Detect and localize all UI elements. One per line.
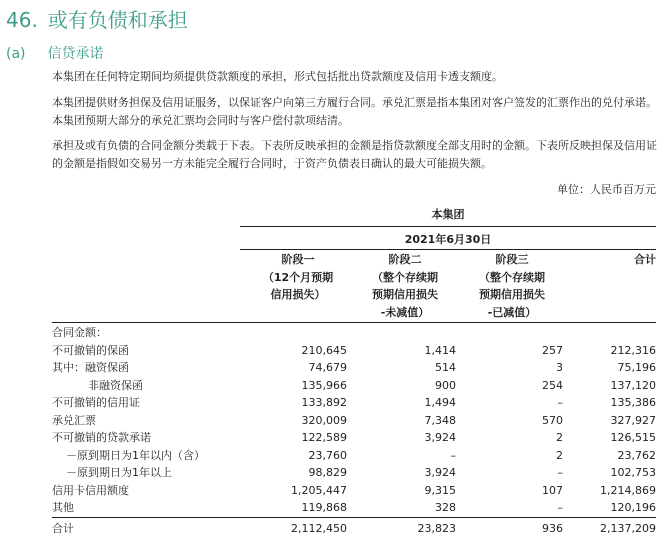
cell-stage2: 7,348 [424, 413, 456, 427]
cell-stage3: 2 [556, 448, 563, 462]
column-header-stage3: 阶段三 （整个存续期 预期信用损失 -已减值） [479, 253, 545, 319]
cell-total: 135,386 [610, 396, 656, 409]
row-label: 其他 [52, 501, 74, 514]
cell-stage3: – [557, 396, 563, 409]
cell-stage3: – [557, 466, 563, 479]
cell-stage2: 1,414 [424, 343, 456, 357]
subsection-title: 信贷承诺 [47, 46, 104, 62]
cell-stage3: 107 [542, 483, 563, 497]
cell-total: 137,120 [610, 378, 656, 392]
cell-total: 327,927 [610, 413, 656, 427]
header-divider [240, 226, 656, 227]
cell-total: 212,316 [610, 343, 656, 357]
row-label: －原到期日为1年以内（含） [66, 448, 205, 462]
cell-stage3: 570 [542, 413, 563, 427]
cell-stage1: 320,009 [301, 413, 347, 427]
row-label: －原到期日为1年以上 [66, 466, 172, 479]
cell-stage1: 119,868 [301, 501, 347, 514]
cell-stage3: 254 [542, 378, 563, 392]
table-row [52, 482, 656, 500]
cell-stage1: 74,679 [308, 361, 347, 374]
table-row [52, 429, 656, 447]
cell-total: 102,753 [610, 466, 656, 479]
total-all: 2,137,209 [565, 517, 656, 537]
cell-stage3: 2 [556, 431, 563, 444]
table-row [52, 412, 656, 430]
unit-label: 单位：人民币百万元 [557, 183, 656, 196]
paragraph-1: 本集团在任何特定期间均须提供贷款额度的承担，形式包括批出贷款额度及信用卡透支额度。 [52, 70, 503, 83]
cell-stage2: 3,924 [424, 466, 456, 479]
table-row [52, 324, 656, 342]
row-label: 合同金额： [52, 326, 107, 339]
cell-stage1: 98,829 [308, 466, 347, 479]
table-row [52, 342, 656, 360]
cell-stage2: 328 [435, 501, 456, 514]
total-row [52, 517, 656, 537]
cell-total: 1,214,869 [600, 483, 656, 497]
table-row [52, 499, 656, 517]
subsection-number: (a) [6, 46, 26, 62]
row-label: 非融资保函 [88, 378, 143, 392]
column-header-stage2: 阶段二 （整个存续期 预期信用损失 -未减值） [372, 253, 438, 319]
total-stage2: 23,823 [349, 517, 458, 537]
paragraph-2: 本集团提供财务担保及信用证服务，以保证客户向第三方履行合同。承兑汇票是指本集团对客户签发的汇票作出的兑付承诺。本集团预期大部分的承兑汇票均会同时与客户偿付款项结清。 [52, 96, 657, 127]
date-header: 2021年6月30日 [404, 233, 492, 246]
table-row [52, 464, 656, 482]
row-label: 承兑汇票 [52, 413, 96, 427]
row-label: 信用卡信用额度 [52, 483, 129, 497]
table-row [52, 377, 656, 395]
cell-stage2: – [450, 448, 456, 462]
cell-stage1: 133,892 [301, 396, 347, 409]
paragraph-3: 承担及或有负债的合同金额分类载于下表。下表所反映承担的金额是指贷款额度全部支用时的金额。下表所反映担保及信用证的金额是指假如交易另一方未能完全履行合同时，于资产负债表日确认的最大可能损失额。 [52, 139, 657, 170]
total-label: 合计 [52, 517, 240, 537]
cell-total: 75,196 [617, 361, 656, 374]
table-row [52, 394, 656, 412]
table-top-rule [52, 322, 656, 323]
cell-stage2: 900 [435, 378, 456, 392]
cell-total: 126,515 [610, 431, 656, 444]
cell-stage3: 3 [556, 361, 563, 374]
column-header-stage1: 阶段一 （12个月预期 信用损失） [262, 253, 334, 301]
total-stage1: 2,112,450 [240, 517, 349, 537]
table-row [52, 447, 656, 465]
row-label: 不可撤销的保函 [52, 343, 129, 357]
cell-total: 23,762 [617, 448, 656, 462]
cell-stage2: 1,494 [424, 396, 456, 409]
cell-stage1: 23,760 [308, 448, 347, 462]
section-number: 46. [6, 8, 38, 32]
table-row [52, 359, 656, 377]
cell-stage2: 3,924 [424, 431, 456, 444]
section-heading [6, 4, 188, 33]
header-divider [240, 249, 656, 250]
cell-stage1: 210,645 [301, 343, 347, 357]
cell-stage2: 9,315 [424, 483, 456, 497]
cell-stage1: 1,205,447 [291, 483, 347, 497]
row-label: 其中：融资保函 [52, 361, 129, 374]
total-stage3: 936 [458, 517, 565, 537]
row-label: 不可撤销的贷款承诺 [52, 431, 151, 444]
cell-stage1: 122,589 [301, 431, 347, 444]
cell-stage1: 135,966 [301, 378, 347, 392]
row-label: 不可撤销的信用证 [52, 396, 140, 409]
commitments-table [52, 324, 656, 537]
column-header-total: 合计 [634, 253, 656, 266]
cell-stage3: – [557, 501, 563, 514]
group-header: 本集团 [431, 208, 465, 221]
cell-total: 120,196 [610, 501, 656, 514]
cell-stage3: 257 [542, 343, 563, 357]
subsection-heading [6, 43, 104, 63]
cell-stage2: 514 [435, 361, 456, 374]
section-title: 或有负债和承担 [47, 8, 188, 32]
